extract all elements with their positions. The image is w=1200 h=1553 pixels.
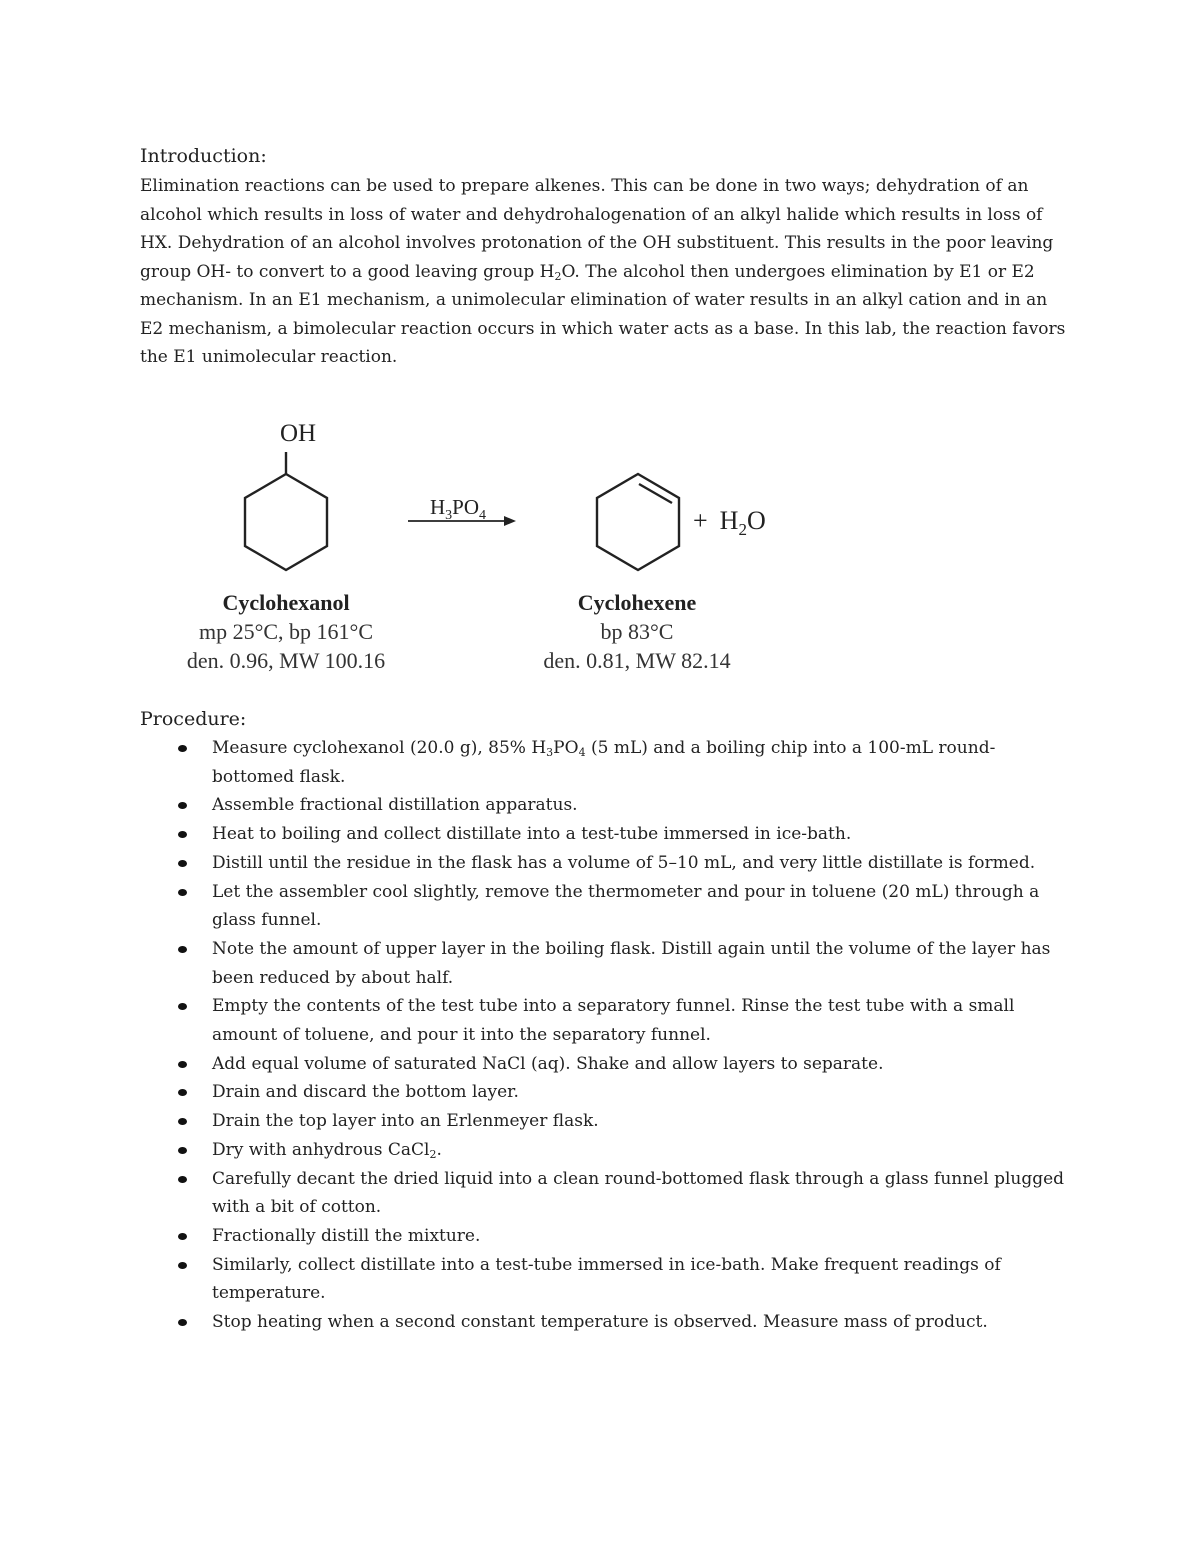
reactant-properties-1: mp 25°C, bp 161°C: [198, 619, 374, 644]
cyclohexene-double-bond: [639, 484, 672, 503]
list-item: Heat to boiling and collect distillate into a test-tube immersed in ice-bath.: [170, 820, 1070, 849]
hydroxyl-label: OH: [279, 420, 317, 447]
catalyst-label: $H_3PO_4$: [429, 495, 487, 523]
list-item: Assemble fractional distillation apparatus.: [170, 791, 1070, 820]
introduction-paragraph: [140, 172, 1070, 372]
cyclohexene-ring: [597, 474, 679, 570]
list-item: Let the assembler cool slightly, remove the thermometer and pour in toluene (20 mL) through a glass funnel.: [170, 878, 1070, 935]
reaction-arrow-head: [504, 516, 516, 526]
list-item: Distill until the residue in the flask has a volume of 5–10 mL, and very little distillate is formed.: [170, 849, 1070, 878]
list-item: Empty the contents of the test tube into a separatory funnel. Rinse the test tube with a small amount of toluene, and pour it into the separatory funnel.: [170, 992, 1070, 1049]
reactant-name: Cyclohexanol: [222, 590, 350, 615]
procedure-list: [170, 734, 1070, 1337]
list-item: Fractionally distill the mixture.: [170, 1222, 1070, 1251]
product-name: Cyclohexene: [577, 590, 697, 615]
procedure-heading: Procedure:: [140, 708, 247, 730]
list-item: Stop heating when a second constant temperature is observed. Measure mass of product.: [170, 1308, 1070, 1337]
product-properties-1: bp 83°C: [600, 619, 674, 644]
list-item: Drain the top layer into an Erlenmeyer flask.: [170, 1107, 1070, 1136]
intro-text-part-2: O. The alcohol then undergoes elimination by E1 or E2 mechanism. In an E1 mechanism, a unimolecular elimination of water results in an alkyl cation and in an E2 mechanism, a bimolecular reaction occurs in which water acts as a base. In this lab, the reaction favors the E1 unimolecular reaction.: [140, 261, 1066, 367]
product-properties-2: den. 0.81, MW 82.14: [543, 648, 731, 673]
intro-h2o-subscript: 2: [554, 269, 562, 283]
list-item: Similarly, collect distillate into a test-tube immersed in ice-bath. Make frequent readings of temperature.: [170, 1251, 1070, 1308]
water-byproduct: + $H_2O$: [693, 506, 766, 539]
list-item: Dry with anhydrous CaCl$_2$.: [170, 1136, 1070, 1165]
reactant-properties-2: den. 0.96, MW 100.16: [186, 648, 386, 673]
list-item: Add equal volume of saturated NaCl (aq). Shake and allow layers to separate.: [170, 1050, 1070, 1079]
intro-text-part-1: Elimination reactions can be used to prepare alkenes. This can be done in two ways; dehydration of an alcohol which results in loss of water and dehydrohalogenation of an alkyl halide which results in loss of HX. Dehydration of an alcohol involves protonation of the OH substituent. This results in the poor leaving group OH- to convert to a good leaving group H: [140, 176, 1054, 282]
list-item: Drain and discard the bottom layer.: [170, 1078, 1070, 1107]
reaction-scheme: [150, 405, 850, 680]
cyclohexanol-ring: [245, 474, 327, 570]
list-item: Measure cyclohexanol (20.0 g), 85% $H_3PO_4$ (5 mL) and a boiling chip into a 100-mL round-bottomed flask.: [170, 734, 1070, 791]
list-item: Note the amount of upper layer in the boiling flask. Distill again until the volume of the layer has been reduced by about half.: [170, 935, 1070, 992]
list-item: Carefully decant the dried liquid into a clean round-bottomed flask through a glass funnel plugged with a bit of cotton.: [170, 1165, 1070, 1222]
introduction-heading: Introduction:: [140, 145, 267, 167]
